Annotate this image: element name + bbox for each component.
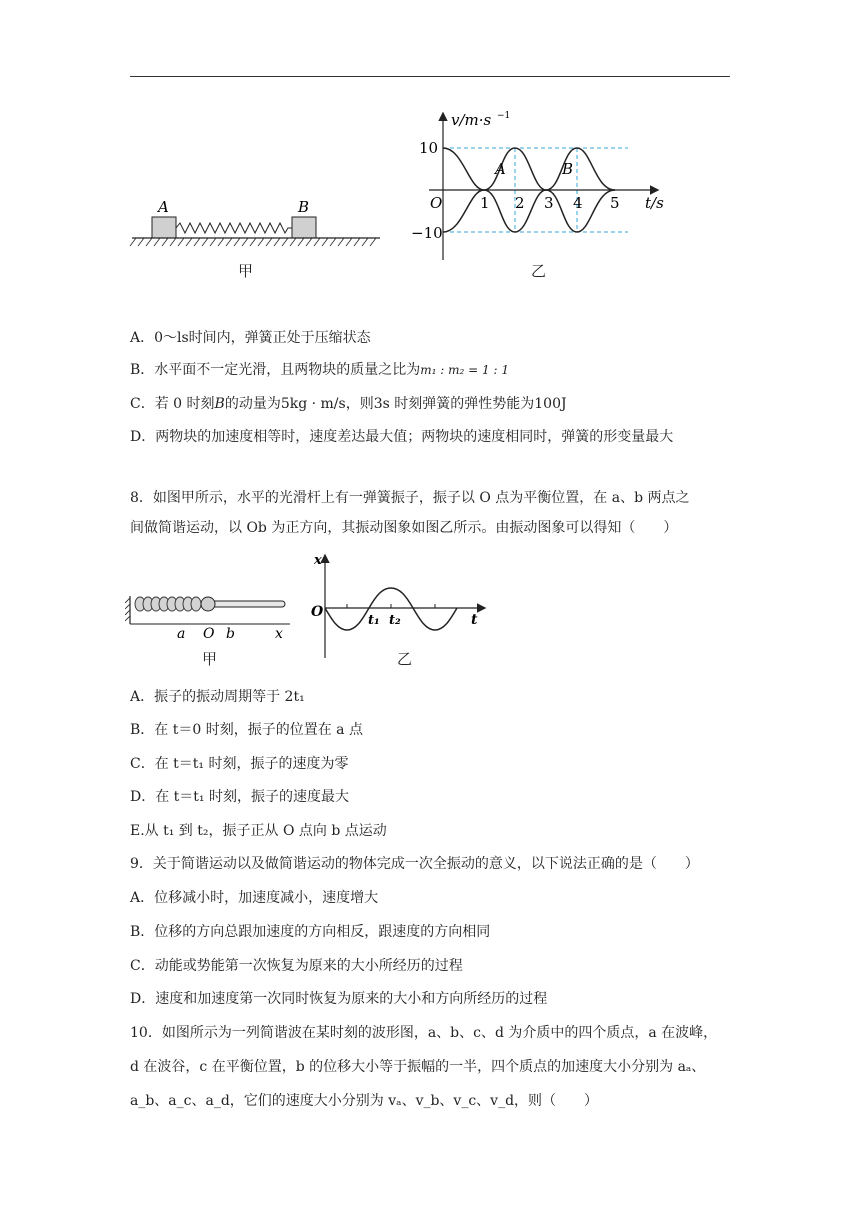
fig-top-left-caption: 甲 xyxy=(238,262,254,280)
curve-a-label: A xyxy=(495,160,506,178)
q7-option-c xyxy=(130,394,567,414)
q7-option-c-mid: 的动量为 xyxy=(224,396,281,412)
q8-spring-coils xyxy=(135,597,201,611)
q9-option-c: C．动能或势能第一次恢复为原来的大小所经历的过程 xyxy=(130,958,463,974)
block-a xyxy=(152,217,176,238)
q8-oscillator-figure xyxy=(125,588,297,648)
x-tick-3: 3 xyxy=(544,194,554,212)
q7-option-b-math: m₁ : m₂ = 1 : 1 xyxy=(420,363,509,377)
q7-option-c-pre: C．若 0 时刻 xyxy=(130,396,215,412)
q8-option-a: A．振子的振动周期等于 2t₁ xyxy=(130,689,305,705)
q8-option-b: B．在 t＝0 时刻，振子的位置在 a 点 xyxy=(130,722,363,738)
q9-option-b: B．位移的方向总跟加速度的方向相反，跟速度的方向相同 xyxy=(130,924,491,940)
q9-option-a: A．位移减小时，加速度减小，速度增大 xyxy=(130,890,379,906)
q8-fig-left-caption: 甲 xyxy=(202,650,218,668)
q10-line1: 10．如图所示为一列简谐波在某时刻的波形图，a、b、c、d 为介质中的四个质点，a 在波峰， xyxy=(130,1025,718,1041)
q8-option-c: C．在 t＝t₁ 时刻，振子的速度为零 xyxy=(130,756,349,772)
q7-option-c-b: B xyxy=(214,396,225,412)
y-tick-neg10: −10 xyxy=(411,224,443,242)
q9-option-d: D．速度和加速度第一次同时恢复为原来的大小和方向所经历的过程 xyxy=(130,991,548,1007)
q8-wall-hatch xyxy=(125,598,130,621)
q8-graph-x-label: x xyxy=(314,553,322,568)
origin-label: O xyxy=(430,194,443,212)
fig-top-right-caption: 乙 xyxy=(531,262,547,280)
block-b-label: B xyxy=(298,198,310,216)
q7-option-b-text: B．水平面不一定光滑，且两物块的质量之比为 xyxy=(130,362,421,378)
q10-line3: a_b、a_c、a_d，它们的速度大小分别为 vₐ、v_b、v_c、v_d，则（ ） xyxy=(130,1093,599,1109)
q8-displacement-time-graph xyxy=(308,550,490,662)
q8-label-b: b xyxy=(226,626,235,642)
q8-graph-t2: t₂ xyxy=(389,613,401,628)
q8-stem-line1: 8．如图甲所示，水平的光滑杆上有一弹簧振子，振子以 O 点为平衡位置，在 a、b 两点之 xyxy=(130,490,690,506)
spring xyxy=(176,223,292,233)
q8-label-o: O xyxy=(203,626,215,642)
q9-stem: 9．关于简谐运动以及做简谐运动的物体完成一次全振动的意义，以下说法正确的是（ ） xyxy=(130,856,699,872)
t-axis-label: t/s xyxy=(645,194,664,212)
block-a-label: A xyxy=(158,198,169,216)
q7-option-c-val: 5kg · m/s xyxy=(280,396,346,412)
ground-hatch xyxy=(130,238,376,246)
q8-fig-right-caption: 乙 xyxy=(397,650,413,668)
q7-option-a: A．0～ls时间内，弹簧正处于压缩状态 xyxy=(130,330,371,346)
q7-option-d: D．两物块的加速度相等时，速度差达最大值；两物块的速度相同时，弹簧的形变量最大 xyxy=(130,429,674,445)
q8-graph-t-label: t xyxy=(471,612,478,628)
q7-option-c-post: ，则3s 时刻弹簧的弹性势能为100J xyxy=(345,396,567,412)
curve-b-label: B xyxy=(562,160,574,178)
v-axis-label-sup: −1 xyxy=(497,111,511,121)
q8-ball xyxy=(201,597,215,611)
q7-option-b xyxy=(130,360,509,380)
y-tick-10: 10 xyxy=(419,139,439,157)
q10-line2: d 在波谷，c 在平衡位置，b 的位移大小等于振幅的一半，四个质点的加速度大小分别为 aₐ、 xyxy=(130,1059,706,1075)
x-tick-5: 5 xyxy=(610,194,620,212)
x-tick-2: 2 xyxy=(515,194,525,212)
v-axis-label: v/m·s xyxy=(451,111,492,129)
q8-graph-origin: O xyxy=(311,604,324,620)
spring-blocks-figure xyxy=(128,196,384,256)
velocity-time-graph xyxy=(405,108,675,266)
x-tick-1: 1 xyxy=(480,194,490,212)
block-b xyxy=(292,217,316,238)
q8-label-x: x xyxy=(275,626,283,642)
x-tick-4: 4 xyxy=(573,194,583,212)
q8-stem-line2: 间做简谐运动，以 Ob 为正方向，其振动图象如图乙所示。由振动图象可以得知（ ） xyxy=(130,520,678,536)
q8-graph-t1: t₁ xyxy=(368,613,380,628)
q8-option-e: E.从 t₁ 到 t₂，振子正从 O 点向 b 点运动 xyxy=(130,823,387,839)
header-rule xyxy=(130,76,730,77)
q8-label-a: a xyxy=(177,626,186,642)
q8-rod xyxy=(209,601,285,607)
q8-option-d: D．在 t＝t₁ 时刻，振子的速度最大 xyxy=(130,789,349,805)
